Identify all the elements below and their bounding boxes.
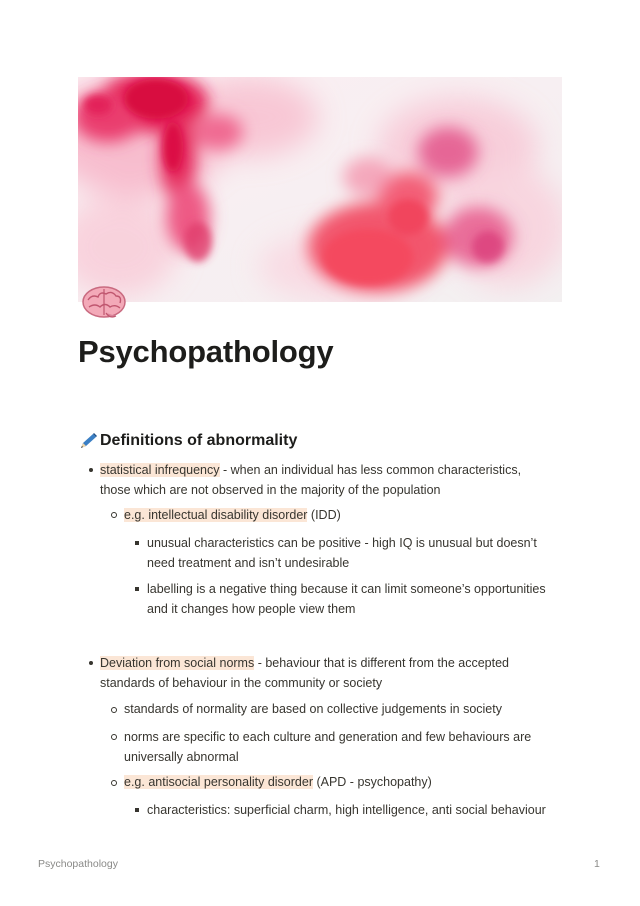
footer-title: Psychopathology <box>38 858 118 870</box>
list-item-continuation: standards of behaviour in the community or society <box>100 676 383 690</box>
highlighted-term: Deviation from social norms <box>100 656 255 670</box>
list-item: statistical infrequency - when an individual has less common characteristics, <box>100 463 522 477</box>
list-item-continuation: those which are not observed in the majority of the population <box>100 483 441 497</box>
section-heading-text: Definitions of abnormality <box>100 432 298 449</box>
page-number: 1 <box>594 858 600 870</box>
cover-image <box>78 77 562 302</box>
list-item: unusual characteristics can be positive - high IQ is unusual but doesn’t <box>147 536 537 550</box>
list-item: characteristics: superficial charm, high intelligence, anti social behaviour <box>147 803 546 817</box>
brain-icon <box>80 283 128 321</box>
highlighted-example: e.g. intellectual disability disorder <box>124 508 308 522</box>
highlighted-term: statistical infrequency <box>100 463 220 477</box>
pen-icon <box>78 432 98 450</box>
bullet <box>135 808 139 812</box>
list-item-continuation: universally abnormal <box>124 750 239 764</box>
list-item-continuation: need treatment and isn’t undesirable <box>147 556 350 570</box>
list-item: e.g. intellectual disability disorder (IDD) <box>124 508 341 522</box>
bullet <box>111 512 117 518</box>
bullet <box>111 780 117 786</box>
list-item: norms are specific to each culture and generation and few behaviours are <box>124 730 532 744</box>
bullet <box>89 661 93 665</box>
highlighted-example: e.g. antisocial personality disorder <box>124 775 313 789</box>
bullet <box>135 587 139 591</box>
list-item: standards of normality are based on collective judgements in society <box>124 702 502 716</box>
list-item: Deviation from social norms - behaviour that is different from the accepted <box>100 656 509 670</box>
list-item: e.g. antisocial personality disorder (APD - psychopathy) <box>124 775 432 789</box>
bullet <box>111 707 117 713</box>
page-title: Psychopathology <box>78 334 334 369</box>
section-heading <box>78 432 297 450</box>
bullet <box>111 734 117 740</box>
list-item-continuation: and it changes how people view them <box>147 602 356 616</box>
bullet <box>89 468 93 472</box>
bullet <box>135 541 139 545</box>
list-item: labelling is a negative thing because it can limit someone’s opportunities <box>147 582 546 596</box>
